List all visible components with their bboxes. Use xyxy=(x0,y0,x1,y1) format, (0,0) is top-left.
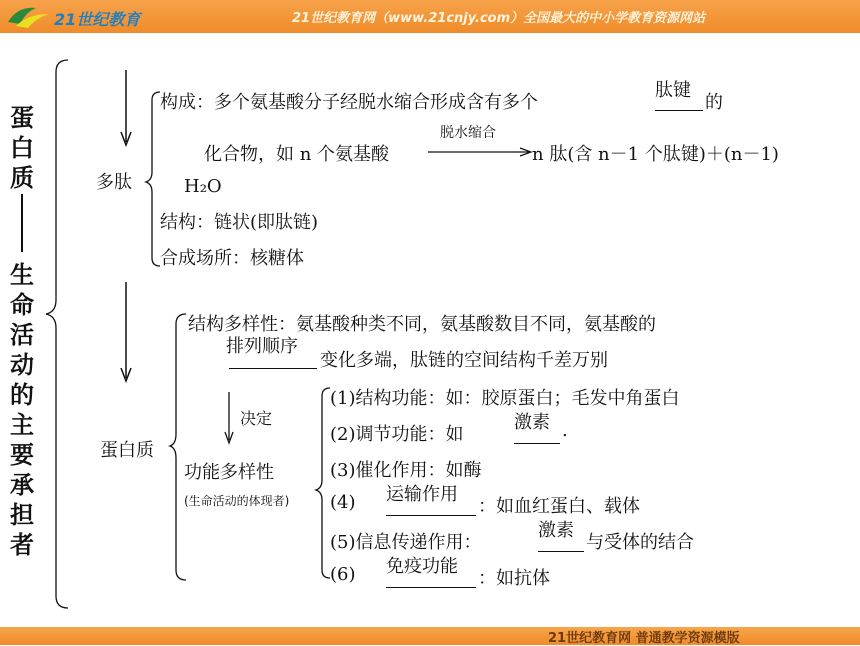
header-site-text: 21世纪教育网（www.21cnjy.com）全国最大的中小学教育资源网站 xyxy=(292,11,706,26)
answer-hormone-1: 激素 xyxy=(514,412,550,433)
title-char: 质 xyxy=(10,164,34,192)
function-note: (生命活动的体现者) xyxy=(184,494,290,508)
function-5: (5)信息传递作用： xyxy=(330,532,482,553)
title-char: 者 xyxy=(10,531,34,559)
arrow-label: 脱水缩合 xyxy=(440,125,496,141)
title-char: 承 xyxy=(10,471,34,499)
function-5-suffix: 与受体的结合 xyxy=(586,532,694,553)
peptide-composition-suffix: 的 xyxy=(705,92,723,113)
outer-brace xyxy=(46,60,68,608)
function-2: (2)调节功能：如 xyxy=(330,424,464,445)
answer-underline xyxy=(386,515,476,516)
answer-underline xyxy=(538,551,584,552)
function-1: (1)结构功能：如：胶原蛋白；毛发中角蛋白 xyxy=(330,388,680,409)
peptide-brace xyxy=(146,92,160,266)
peptide-composition: 构成：多个氨基酸分子经脱水缩合形成含有多个 xyxy=(160,92,538,113)
determines-label: 决定 xyxy=(240,409,273,428)
function-2-suffix: . xyxy=(562,420,568,441)
peptide-site: 合成场所：核糖体 xyxy=(160,248,304,269)
title-char: 生 xyxy=(10,261,34,289)
function-4: (4) xyxy=(330,492,356,513)
answer-underline xyxy=(655,110,703,111)
function-4-suffix: ：如血红蛋白、载体 xyxy=(478,496,640,517)
title-char: 蛋 xyxy=(10,104,34,132)
answer-underline xyxy=(514,443,560,444)
function-6-suffix: ：如抗体 xyxy=(478,568,550,589)
function-label: 功能多样性 xyxy=(184,462,274,483)
title-char: 白 xyxy=(10,134,34,162)
water-formula: H₂O xyxy=(184,176,222,197)
answer-sequence: 排列顺序 xyxy=(226,336,298,357)
answer-immune: 免疫功能 xyxy=(386,556,458,577)
diversity-line2: 变化多端，肽链的空间结构千差万别 xyxy=(320,350,608,371)
answer-underline xyxy=(229,368,317,369)
answer-peptide-bond: 肽键 xyxy=(655,80,691,101)
peptide-structure: 结构：链状(即肽链) xyxy=(160,212,319,233)
peptide-label: 多肽 xyxy=(96,172,132,193)
title-char: 担 xyxy=(10,501,34,529)
title-char: 的 xyxy=(10,381,34,409)
protein-brace xyxy=(170,314,186,580)
function-brace xyxy=(316,388,330,578)
protein-label: 蛋白质 xyxy=(100,440,154,461)
title-char: 命 xyxy=(10,291,34,319)
title-char: 动 xyxy=(10,351,34,379)
answer-underline xyxy=(386,587,476,588)
answer-hormone-2: 激素 xyxy=(538,520,574,541)
peptide-product: n 肽(含 n－1 个肽键)＋(n－1) xyxy=(532,144,779,165)
function-6: (6) xyxy=(330,564,356,585)
title-char: 主 xyxy=(10,411,34,439)
function-3: (3)催化作用：如酶 xyxy=(330,460,482,481)
peptide-compound: 化合物，如 n 个氨基酸 xyxy=(204,144,390,165)
diversity-line1: 结构多样性：氨基酸种类不同，氨基酸数目不同，氨基酸的 xyxy=(188,314,656,335)
title-char: 要 xyxy=(10,441,34,469)
logo-text: 21世纪教育 xyxy=(54,10,141,29)
answer-transport: 运输作用 xyxy=(386,484,458,505)
footer-text: 21世纪教育网 普通教学资源模版 xyxy=(548,631,740,646)
title-char: 活 xyxy=(10,321,34,349)
